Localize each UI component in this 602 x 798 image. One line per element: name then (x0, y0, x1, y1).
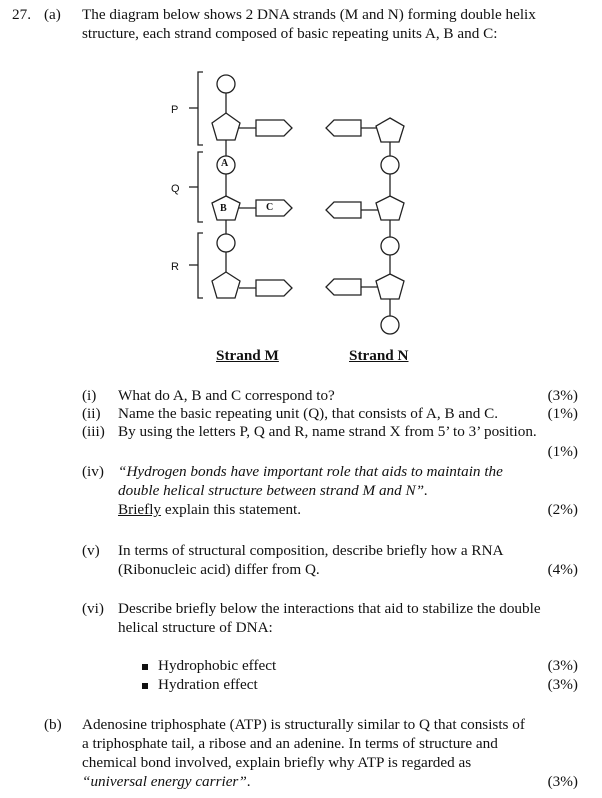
strand-n-base-2 (326, 202, 361, 218)
unit-label-c: C (266, 202, 274, 213)
strand-n-phosphate-3 (381, 316, 399, 334)
subq-i-marks: (3%) (547, 387, 578, 404)
subq-i-number: (i) (82, 387, 97, 404)
strand-m-sugar-3 (212, 272, 240, 298)
subq-iv-quote-1: “Hydrogen bonds have important role that aids to maintain the (118, 463, 503, 480)
part-b-line-3: chemical bond involved, explain briefly why ATP is regarded as (82, 754, 472, 771)
subq-iii-marks: (1%) (547, 443, 578, 460)
unit-label-a: A (221, 158, 229, 169)
subq-iv-marks: (2%) (547, 501, 578, 518)
subq-ii-number: (ii) (82, 405, 101, 422)
strand-n-base-3 (326, 279, 361, 295)
part-b-line-2: a triphosphate tail, a ribose and an adenine. In terms of structure and (82, 735, 498, 752)
subq-v-number: (v) (82, 542, 100, 559)
brace-q (198, 152, 203, 222)
bullet-hydrophobic-marks: (3%) (547, 657, 578, 674)
label-q: Q (171, 183, 180, 195)
strand-n-label: Strand N (349, 347, 409, 364)
strand-n-base-1 (326, 120, 361, 136)
strand-m-base-1 (256, 120, 292, 136)
brace-p (198, 72, 203, 145)
bullet-hydration-marks: (3%) (547, 676, 578, 693)
strand-m-label: Strand M (216, 347, 279, 364)
brace-r (198, 233, 203, 298)
dna-strands-diagram (0, 0, 602, 340)
strand-n-phosphate-1 (381, 156, 399, 174)
subq-v-line-1: In terms of structural composition, describe briefly how a RNA (118, 542, 504, 559)
part-b-line-1: Adenosine triphosphate (ATP) is structurally similar to Q that consists of (82, 716, 525, 733)
intro-line-1: The diagram below shows 2 DNA strands (M and N) forming double helix (82, 6, 536, 23)
subq-iii-number: (iii) (82, 423, 105, 440)
subq-i-text: What do A, B and C correspond to? (118, 387, 335, 404)
part-a-marker: (a) (44, 6, 61, 23)
strand-n-sugar-1 (376, 118, 404, 142)
strand-m-phosphate-3 (217, 234, 235, 252)
subq-iv-quote-2: double helical structure between strand M and N”. (118, 482, 428, 499)
subq-ii-marks: (1%) (547, 405, 578, 422)
part-b-marker: (b) (44, 716, 62, 733)
part-b-line-4 (82, 773, 251, 791)
strand-m-phosphate-1 (217, 75, 235, 93)
strand-m-sugar-1 (212, 113, 240, 140)
strand-n-phosphate-2 (381, 237, 399, 255)
subq-iv-instruction-word: Briefly (118, 501, 162, 518)
subq-iv-number: (iv) (82, 463, 104, 480)
part-b-quote: “universal energy carrier” (82, 773, 247, 790)
subq-v-line-2: (Ribonucleic acid) differ from Q. (118, 561, 320, 578)
subq-vi-number: (vi) (82, 600, 104, 617)
unit-label-b: B (220, 203, 227, 214)
label-p: P (171, 104, 179, 116)
subq-iv-instruction (118, 501, 301, 519)
subq-iv-instruction-rest: explain this statement. (161, 501, 302, 518)
bullet-hydrophobic-text: Hydrophobic effect (158, 657, 277, 674)
bullet-icon (142, 683, 148, 689)
bullet-hydration-text: Hydration effect (158, 676, 258, 693)
subq-v-marks: (4%) (547, 561, 578, 578)
bullet-icon (142, 664, 148, 670)
question-number: 27. (12, 6, 31, 23)
strand-m-base-2 (256, 200, 292, 216)
strand-n-sugar-2 (376, 196, 404, 220)
label-r: R (171, 261, 179, 273)
subq-ii-text: Name the basic repeating unit (Q), that consists of A, B and C. (118, 405, 499, 422)
part-b-line-4-end: . (246, 773, 251, 790)
subq-iii-text: By using the letters P, Q and R, name strand X from 5’ to 3’ position. (118, 423, 537, 440)
strand-n-sugar-3 (376, 274, 404, 299)
strand-m-base-3 (256, 280, 292, 296)
subq-vi-line-2: helical structure of DNA: (118, 619, 273, 636)
subq-vi-line-1: Describe briefly below the interactions that aid to stabilize the double (118, 600, 541, 617)
intro-line-2: structure, each strand composed of basic repeating units A, B and C: (82, 25, 498, 42)
part-b-marks: (3%) (547, 773, 578, 790)
